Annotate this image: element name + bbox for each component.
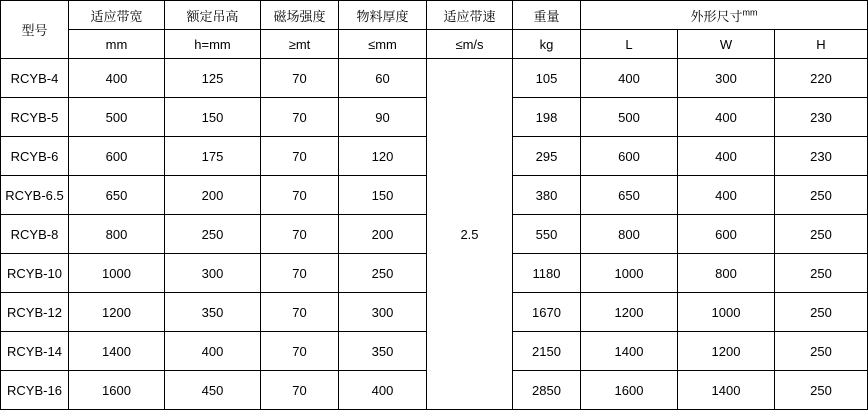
cell-model: RCYB-8 — [1, 215, 69, 254]
cell-belt-width: 1000 — [69, 254, 165, 293]
header-belt-width: 适应带宽 — [69, 1, 165, 30]
table-header — [1, 1, 868, 59]
cell-rated-height: 200 — [165, 176, 261, 215]
header-rated-height: 额定吊高 — [165, 1, 261, 30]
cell-weight: 2850 — [513, 371, 581, 410]
cell-model: RCYB-16 — [1, 371, 69, 410]
cell-dim-l: 1200 — [581, 293, 678, 332]
cell-belt-width: 400 — [69, 59, 165, 98]
header-field-strength-unit: ≥mt — [261, 30, 339, 59]
header-field-strength: 磁场强度 — [261, 1, 339, 30]
cell-material-thickness: 250 — [339, 254, 427, 293]
header-row-unit — [1, 30, 868, 59]
cell-dim-w: 1200 — [678, 332, 775, 371]
cell-belt-width: 1600 — [69, 371, 165, 410]
header-dimensions-unit: mm — [742, 7, 758, 18]
header-material-thickness-unit: ≤mm — [339, 30, 427, 59]
cell-belt-width: 500 — [69, 98, 165, 137]
header-dim-l: L — [581, 30, 678, 59]
header-belt-width-unit: mm — [69, 30, 165, 59]
cell-dim-l: 500 — [581, 98, 678, 137]
cell-dim-l: 800 — [581, 215, 678, 254]
cell-belt-width: 650 — [69, 176, 165, 215]
cell-material-thickness: 60 — [339, 59, 427, 98]
cell-dim-l: 1600 — [581, 371, 678, 410]
header-model: 型号 — [1, 1, 69, 59]
header-belt-speed: 适应带速 — [427, 1, 513, 30]
cell-dim-h: 250 — [775, 176, 868, 215]
cell-belt-speed: 2.5 — [427, 59, 513, 410]
cell-dim-w: 1400 — [678, 371, 775, 410]
cell-rated-height: 150 — [165, 98, 261, 137]
header-belt-speed-unit: ≤m/s — [427, 30, 513, 59]
cell-weight: 105 — [513, 59, 581, 98]
cell-belt-width: 600 — [69, 137, 165, 176]
cell-dim-w: 400 — [678, 176, 775, 215]
cell-dim-w: 400 — [678, 137, 775, 176]
cell-dim-h: 250 — [775, 293, 868, 332]
cell-weight: 550 — [513, 215, 581, 254]
cell-dim-w: 300 — [678, 59, 775, 98]
cell-dim-h: 220 — [775, 59, 868, 98]
cell-model: RCYB-6.5 — [1, 176, 69, 215]
cell-dim-h: 230 — [775, 137, 868, 176]
cell-material-thickness: 90 — [339, 98, 427, 137]
cell-weight: 1180 — [513, 254, 581, 293]
header-rated-height-unit: h=mm — [165, 30, 261, 59]
cell-dim-l: 1000 — [581, 254, 678, 293]
cell-material-thickness: 200 — [339, 215, 427, 254]
cell-model: RCYB-10 — [1, 254, 69, 293]
cell-material-thickness: 350 — [339, 332, 427, 371]
cell-dim-w: 1000 — [678, 293, 775, 332]
header-weight-unit: kg — [513, 30, 581, 59]
cell-material-thickness: 300 — [339, 293, 427, 332]
cell-belt-width: 1400 — [69, 332, 165, 371]
cell-rated-height: 450 — [165, 371, 261, 410]
cell-material-thickness: 120 — [339, 137, 427, 176]
cell-field-strength: 70 — [261, 59, 339, 98]
cell-model: RCYB-4 — [1, 59, 69, 98]
cell-rated-height: 250 — [165, 215, 261, 254]
table-body — [1, 59, 868, 410]
header-dim-h: H — [775, 30, 868, 59]
header-weight: 重量 — [513, 1, 581, 30]
cell-model: RCYB-5 — [1, 98, 69, 137]
cell-field-strength: 70 — [261, 293, 339, 332]
cell-weight: 1670 — [513, 293, 581, 332]
cell-dim-l: 600 — [581, 137, 678, 176]
cell-dim-l: 400 — [581, 59, 678, 98]
cell-model: RCYB-12 — [1, 293, 69, 332]
cell-field-strength: 70 — [261, 215, 339, 254]
cell-rated-height: 400 — [165, 332, 261, 371]
cell-dim-h: 250 — [775, 215, 868, 254]
cell-weight: 380 — [513, 176, 581, 215]
cell-field-strength: 70 — [261, 137, 339, 176]
header-material-thickness: 物料厚度 — [339, 1, 427, 30]
cell-belt-width: 800 — [69, 215, 165, 254]
cell-dim-w: 400 — [678, 98, 775, 137]
cell-rated-height: 300 — [165, 254, 261, 293]
cell-dim-h: 250 — [775, 371, 868, 410]
cell-dim-w: 800 — [678, 254, 775, 293]
cell-dim-w: 600 — [678, 215, 775, 254]
cell-material-thickness: 150 — [339, 176, 427, 215]
header-row-title — [1, 1, 868, 30]
header-dimensions-label: 外形尺寸 — [690, 8, 743, 24]
cell-field-strength: 70 — [261, 371, 339, 410]
table-row — [1, 59, 868, 98]
cell-dim-h: 250 — [775, 332, 868, 371]
cell-field-strength: 70 — [261, 254, 339, 293]
cell-weight: 198 — [513, 98, 581, 137]
header-dimensions — [581, 1, 868, 30]
cell-weight: 295 — [513, 137, 581, 176]
cell-rated-height: 350 — [165, 293, 261, 332]
cell-model: RCYB-6 — [1, 137, 69, 176]
cell-material-thickness: 400 — [339, 371, 427, 410]
cell-rated-height: 175 — [165, 137, 261, 176]
header-dim-w: W — [678, 30, 775, 59]
cell-dim-l: 1400 — [581, 332, 678, 371]
cell-dim-l: 650 — [581, 176, 678, 215]
cell-dim-h: 230 — [775, 98, 868, 137]
cell-weight: 2150 — [513, 332, 581, 371]
cell-field-strength: 70 — [261, 98, 339, 137]
cell-model: RCYB-14 — [1, 332, 69, 371]
cell-field-strength: 70 — [261, 332, 339, 371]
cell-belt-width: 1200 — [69, 293, 165, 332]
cell-dim-h: 250 — [775, 254, 868, 293]
cell-rated-height: 125 — [165, 59, 261, 98]
cell-field-strength: 70 — [261, 176, 339, 215]
